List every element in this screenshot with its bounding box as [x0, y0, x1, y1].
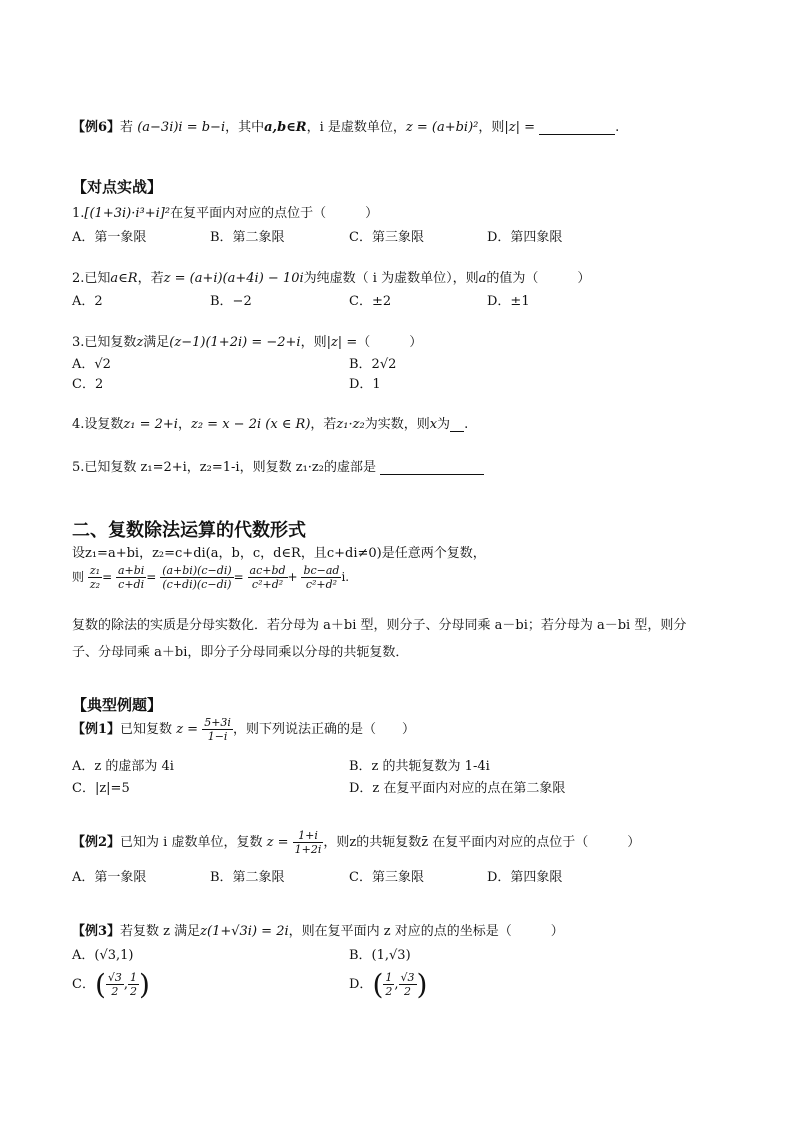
- option-a: A．(√3,1): [72, 948, 134, 963]
- example-3: 【例3】若复数 z 满足z(1+√3i) = 2i，则在复平面内 z 对应的点的坐标是（ ）: [72, 924, 564, 939]
- option-a: A．z 的虚部为 4i: [72, 759, 174, 774]
- answer-blank: [450, 417, 464, 432]
- option-c: C．( $\frac{√3}{2}$ , $\frac{1}{2}$ ): [72, 968, 150, 1001]
- example-6: 【例6】若 (a−3i)i = b−i，其中a,b∈R，i 是虚数单位，z = (a+bi)²，则|z| = .: [72, 120, 620, 135]
- practice-heading: 【对点实战】: [72, 178, 163, 196]
- question-2: 2.已知a∈R，若z = (a+i)(a+4i) − 10i为纯虚数（ i 为虚数单位），则a的值为（ ）: [72, 271, 591, 286]
- option-b: B．(1,√3): [349, 948, 411, 963]
- option-d: D．1: [349, 377, 381, 392]
- option-c: C．|z|=5: [72, 781, 130, 796]
- option-d: D．z 在复平面内对应的点在第二象限: [349, 781, 566, 796]
- example-2: 【例2】已知为 i 虚数单位，复数 z = $\frac{1+i}{1+2i}$ ，则z的共轭复数z̄ 在复平面内对应的点位于（ ）: [72, 829, 641, 856]
- option-d: D．±1: [487, 294, 530, 309]
- question-3: 3.已知复数z满足(z−1)(1+2i) = −2+i，则|z| =（ ）: [72, 335, 423, 350]
- option-a: A．√2: [72, 357, 111, 372]
- question-1: 1.[(1+3i)·i³+i]²在复平面内对应的点位于（ ）: [72, 206, 379, 221]
- division-formula: 则 $\frac{\text{z₁}}{\text{z₂}}$ = $\frac{a+bi}{c+di}$ = $\frac{(a+bi)(c-di)}{(c+di)(c-di)}$ = $\frac{ac+bd}{\text{c²+d²}}$ + $\frac{bc-ad}{\text{c²+d²}}$ i.: [72, 564, 350, 591]
- example-1: 【例1】已知复数 z = $\frac{5+3i}{1-i}$ ，则下列说法正确的是（ ）: [72, 716, 415, 743]
- option-c: C．±2: [349, 294, 392, 309]
- typical-heading: 【典型例题】: [72, 696, 163, 714]
- option-d: D．第四象限: [487, 870, 563, 885]
- option-b: B．−2: [210, 294, 252, 309]
- option-a: A．2: [72, 294, 103, 309]
- answer-blank: [539, 120, 615, 135]
- option-b: B．第二象限: [210, 870, 285, 885]
- option-b: B．2√2: [349, 357, 397, 372]
- paragraph-line-2: 子、分母同乘 a＋bi，即分子分母同乘以分母的共轭复数．: [72, 645, 409, 660]
- answer-blank: [380, 460, 484, 475]
- question-5: 5.已知复数 z₁=2+i，z₂=1-i，则复数 z₁·z₂的虚部是: [72, 456, 484, 475]
- example-label: 【例6】: [72, 120, 121, 135]
- option-c: C．第三象限: [349, 870, 424, 885]
- question-4: 4.设复数z₁ = 2+i，z₂ = x − 2i (x ∈ R)，若z₁·z₂为实数，则x为 .: [72, 417, 469, 432]
- option-b: B．z 的共轭复数为 1-4i: [349, 759, 490, 774]
- section-title: 二、复数除法运算的代数形式: [72, 520, 306, 541]
- option-b: B．第二象限: [210, 230, 285, 245]
- option-c: C．第三象限: [349, 230, 424, 245]
- section-intro: 设z₁=a+bi，z₂=c+di(a，b，c，d∈R，且c+di≠0)是任意两个复数，: [72, 546, 486, 561]
- equation: (a−3i)i = b−i: [137, 120, 226, 135]
- option-c: C．2: [72, 377, 104, 392]
- option-a: A．第一象限: [72, 230, 147, 245]
- option-d: D．第四象限: [487, 230, 563, 245]
- option-d: D．( $\frac{1}{2}$ , $\frac{√3}{2}$ ): [349, 968, 428, 1001]
- option-a: A．第一象限: [72, 870, 147, 885]
- paragraph-line-1: 复数的除法的实质是分母实数化．若分母为 a＋bi 型，则分子、分母同乘 a－bi；若分母为 a－bi 型，则分: [72, 618, 687, 633]
